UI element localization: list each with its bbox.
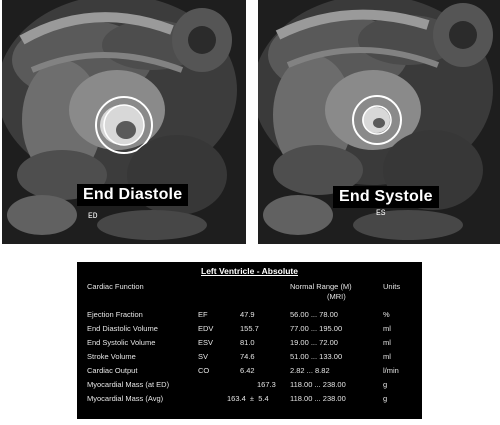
row-value: 167.3 — [257, 380, 276, 389]
row-range: 56.00 ... 78.00 — [290, 310, 338, 319]
row-value: 81.0 — [240, 338, 255, 347]
row-range: 118.00 ... 238.00 — [290, 394, 346, 403]
row-value: 74.6 — [240, 352, 255, 361]
row-label: Myocardial Mass (Avg) — [87, 394, 164, 403]
table-row — [77, 352, 422, 366]
header-cardiac-function: Cardiac Function — [87, 282, 144, 291]
end-systole-label: End Systole — [333, 186, 439, 208]
header-normal-range-sub: (MRI) — [327, 292, 346, 301]
header-normal-range: Normal Range (M) — [290, 282, 352, 291]
row-unit: l/min — [383, 366, 399, 375]
row-label: End Systolic Volume — [87, 338, 156, 347]
row-value: 47.9 — [240, 310, 255, 319]
row-range: 19.00 ... 72.00 — [290, 338, 338, 347]
ed-marker: ED — [88, 212, 98, 221]
row-abbr: SV — [198, 352, 209, 361]
table-row — [77, 394, 422, 408]
row-label: Myocardial Mass (at ED) — [87, 380, 170, 389]
left-ventricle-report — [77, 262, 422, 419]
row-abbr: ESV — [198, 338, 214, 347]
row-unit: ml — [383, 324, 391, 333]
row-label: Ejection Fraction — [87, 310, 143, 319]
report-title: Left Ventricle - Absolute — [201, 266, 298, 276]
row-range: 51.00 ... 133.00 — [290, 352, 343, 361]
table-row — [77, 366, 422, 380]
row-abbr: CO — [198, 366, 210, 375]
end-diastole-label: End Diastole — [77, 184, 188, 206]
row-range: 118.00 ... 238.00 — [290, 380, 346, 389]
row-value: 155.7 — [240, 324, 259, 333]
row-label: Stroke Volume — [87, 352, 136, 361]
row-abbr: EF — [198, 310, 208, 319]
row-unit: g — [383, 380, 388, 389]
es-marker: ES — [376, 209, 386, 218]
row-label: End Diastolic Volume — [87, 324, 158, 333]
end-diastole-image — [2, 0, 246, 244]
row-unit: ml — [383, 338, 391, 347]
table-row — [77, 324, 422, 338]
row-range: 2.82 ... 8.82 — [290, 366, 330, 375]
row-range: 77.00 ... 195.00 — [290, 324, 343, 333]
row-label: Cardiac Output — [87, 366, 138, 375]
table-row — [77, 310, 422, 324]
row-value: 6.42 — [240, 366, 255, 375]
row-unit: g — [383, 394, 388, 403]
mri-scan-diastole — [2, 0, 246, 244]
header-units: Units — [383, 282, 401, 291]
end-systole-image — [258, 0, 500, 244]
row-value: 163.4 ± 5.4 — [227, 394, 269, 403]
row-unit: ml — [383, 352, 391, 361]
table-row — [77, 338, 422, 352]
row-abbr: EDV — [198, 324, 214, 333]
row-unit: % — [383, 310, 390, 319]
table-row — [77, 380, 422, 394]
